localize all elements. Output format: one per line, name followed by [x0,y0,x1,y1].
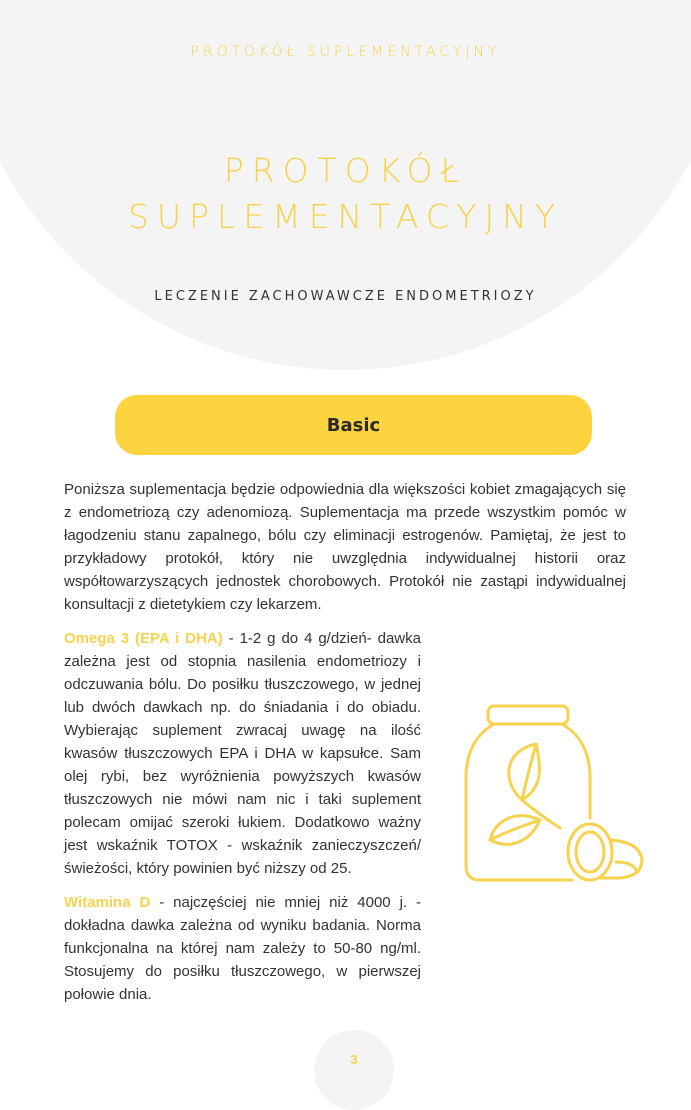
page-title-line-1: PROTOKÓŁ [223,151,468,190]
supplement-name: Omega 3 (EPA i DHA) [64,630,223,647]
section-banner-basic [115,395,592,455]
page-subtitle: LECZENIE ZACHOWAWCZE ENDOMETRIOZY [154,289,537,304]
page-title-line-2: SUPLEMENTACYJNY [127,197,564,236]
supplement-omega3 [64,627,421,880]
section-banner-label: Basic [326,414,381,436]
supplement-name: Witamina D [64,894,151,911]
running-header: PROTOKÓŁ SUPLEMENTACYJNY [190,44,501,60]
page-title [0,148,691,240]
supplement-vitamin-d [64,891,421,1006]
supplement-description: - 1-2 g do 4 g/dzień- dawka zależna jest od stopnia nasilenia endometriozy i odczuwania bólu. Do posiłku tłuszczowego, w jednej lub dwóch dawkach np. do śniadania i do obiadu. Wybierając suplement zwracaj uwagę na ilość kwasów tłuszczowych EPA i DHA w kapsułce. Sam olej rybi, bez wyróżnienia powyższych kwasów tłuszczowych nie mówi nam nic i taki suplement polecam omijać szeroki łukiem. Dodatkowo ważny jest wskaźnik TOTOX - wskaźnik zanieczyszczeń/świeżości, który powinien być niższy od 25. [64,630,421,877]
supplement-jar-icon [460,700,650,890]
page-number: 3 [350,1052,358,1067]
supplement-description: - najczęściej nie mniej niż 4000 j. - dokładna dawka zależna od wyniku badania. Norma funkcjonalna na której nam zależy to 50-80 ng/ml. Stosujemy do posiłku tłuszczowego, w pierwszej połowie dnia. [64,894,421,1003]
intro-paragraph: Poniższa suplementacja będzie odpowiednia dla większości kobiet zmagających się z endometriozą czy adenomiozą. Suplementacja ma przede wszystkim pomóc w łagodzeniu stanu zapalnego, bólu czy eliminacji estrogenów. Pamiętaj, że jest to przykładowy protokół, który nie uwzględnia indywidualnej historii oraz współtowarzyszących jednostek chorobowych. Protokół nie zastąpi indywidualnej konsultacji z dietetykiem czy lekarzem. [64,481,626,613]
page-number-background [314,1030,394,1110]
